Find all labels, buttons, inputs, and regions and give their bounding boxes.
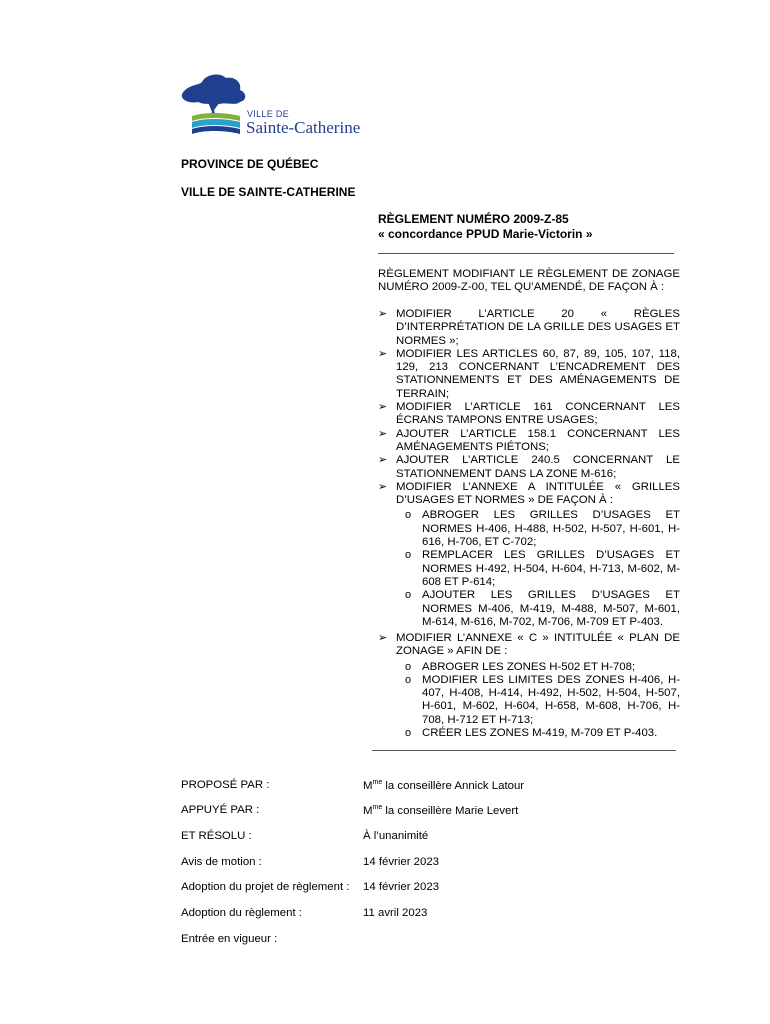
sub-list-item — [396, 509, 680, 549]
logo-text-big: Sainte-Catherine — [246, 118, 361, 137]
adoption-label: Adoption du règlement : — [181, 907, 302, 919]
sub-list-item — [396, 589, 680, 629]
sub-list-item — [396, 674, 680, 727]
list-item-text: AJOUTER L’ARTICLE 240.5 CONCERNANT LE STATIONNEMENT DANS LA ZONE M-616; — [396, 454, 680, 480]
propose-value: $M^{me}$ la conseillère Annick Latour — [363, 779, 525, 792]
circle-bullet-icon: o — [405, 660, 412, 673]
arrow-bullet-icon: ➢ — [378, 480, 388, 493]
amendment-list-zonage — [378, 632, 680, 740]
list-item-text: MODIFIER L’ANNEXE A INTITULÉE « GRILLES D’USAGES ET NORMES » DE FAÇON À : — [396, 480, 680, 507]
list-item — [378, 454, 680, 481]
appuye-label: APPUYÉ PAR : — [181, 804, 260, 816]
arrow-bullet-icon: ➢ — [378, 347, 388, 360]
list-item — [378, 632, 680, 740]
sub-list — [396, 509, 680, 629]
list-item — [378, 401, 680, 428]
ville-heading: VILLE DE SAINTE-CATHERINE — [181, 185, 356, 199]
sub-list-item-text: REMPLACER LES GRILLES D’USAGES ET NORMES H-492, H-504, H-604, H-713, M-602, M-608 ET P-614; — [422, 549, 680, 588]
reglement-numero: RÈGLEMENT NUMÉRO 2009-Z-85 — [378, 212, 569, 226]
circle-bullet-icon: o — [405, 727, 412, 740]
arrow-bullet-icon: ➢ — [378, 454, 388, 467]
intro-paragraph: RÈGLEMENT MODIFIANT LE RÈGLEMENT DE ZONAGE NUMÉRO 2009-Z-00, TEL QU’AMENDÉ, DE FAÇON À : — [378, 268, 680, 294]
sub-list-item-text: AJOUTER LES GRILLES D’USAGES ET NORMES M-406, M-419, M-488, M-507, M-601, M-614, M-616, M-702, M-706, M-709 ET P-403. — [422, 589, 680, 628]
province-heading: PROVINCE DE QUÉBEC — [181, 157, 319, 171]
list-item-text: MODIFIER L’ARTICLE 161 CONCERNANT LES ÉCRANS TAMPONS ENTRE USAGES; — [396, 401, 680, 427]
list-divider — [372, 750, 676, 751]
projet-value: 14 février 2023 — [363, 881, 439, 893]
avis-label: Avis de motion : — [181, 856, 262, 868]
sub-list-item-text: CRÉER LES ZONES M-419, M-709 ET P-403. — [422, 727, 658, 740]
list-item-text: MODIFIER LES ARTICLES 60, 87, 89, 105, 107, 118, 129, 213 CONCERNANT L’ENCADREMENT DES STATIONNEMENTS ET DES AMÉNAGEMENTS DE TERRAIN; — [396, 347, 680, 400]
list-item — [378, 348, 680, 401]
propose-label: PROPOSÉ PAR : — [181, 779, 270, 791]
sub-list-item-text: MODIFIER LES LIMITES DES ZONES H-406, H-407, H-408, H-414, H-492, H-502, H-504, H-507, H-601, M-602, H-604, H-658, M-608, H-706, H-708, H-712 ET H-713; — [422, 673, 680, 726]
circle-bullet-icon: o — [405, 673, 412, 686]
sub-list-item — [396, 661, 680, 674]
arrow-bullet-icon: ➢ — [378, 427, 388, 440]
arrow-bullet-icon: ➢ — [378, 401, 388, 414]
reglement-subtitle: « concordance PPUD Marie-Victorin » — [378, 227, 593, 241]
sub-list-item — [396, 549, 680, 589]
adoption-value: 11 avril 2023 — [363, 907, 428, 919]
logo-text-small: VILLE DE — [247, 109, 289, 119]
resolu-label: ET RÉSOLU : — [181, 830, 252, 842]
list-item-text: AJOUTER L’ARTICLE 158.1 CONCERNANT LES AMÉNAGEMENTS PIÉTONS; — [396, 427, 680, 453]
reglement-title — [378, 212, 678, 242]
arrow-bullet-icon: ➢ — [378, 632, 388, 644]
avis-value: 14 février 2023 — [363, 856, 439, 868]
city-logo — [180, 72, 395, 138]
sub-list — [396, 661, 680, 741]
circle-bullet-icon: o — [405, 589, 412, 602]
projet-label: Adoption du projet de règlement : — [181, 881, 350, 893]
sub-list-item-text: ABROGER LES GRILLES D’USAGES ET NORMES H-406, H-488, H-502, H-507, H-601, H-616, H-706, ET C-702; — [422, 509, 680, 549]
circle-bullet-icon: o — [405, 509, 412, 522]
sub-list-item-text: ABROGER LES ZONES H-502 ET H-708; — [422, 660, 636, 673]
amendment-list — [378, 308, 680, 629]
arrow-bullet-icon: ➢ — [378, 308, 388, 320]
sub-list-item — [396, 727, 680, 740]
entree-label: Entrée en vigueur : — [181, 933, 278, 945]
list-item — [378, 428, 680, 455]
resolu-value: À l’unanimité — [363, 830, 429, 842]
appuye-value: $M^{me}$ la conseillère Marie Levert — [363, 804, 519, 817]
title-divider — [378, 253, 674, 254]
list-item — [378, 308, 680, 348]
list-item — [378, 481, 680, 629]
list-item-text: MODIFIER L’ANNEXE « C » INTITULÉE « PLAN DE ZONAGE » AFIN DE : — [396, 632, 680, 658]
list-item-text: MODIFIER L’ARTICLE 20 « RÈGLES D’INTERPRÉTATION DE LA GRILLE DES USAGES ET NORMES »; — [396, 308, 680, 347]
circle-bullet-icon: o — [405, 549, 412, 562]
